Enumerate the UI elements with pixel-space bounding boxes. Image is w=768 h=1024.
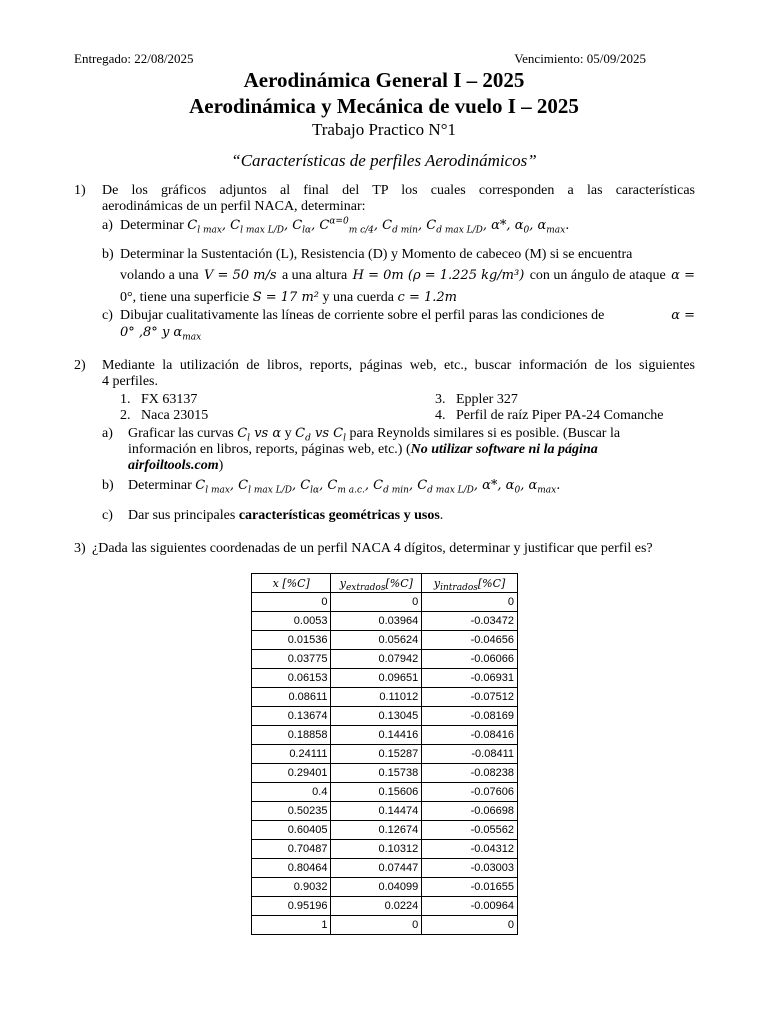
table-cell: 0.07942 xyxy=(331,650,422,669)
q2a-warning: No utilizar software ni la página xyxy=(410,442,598,457)
table-cell: -0.08416 xyxy=(422,726,518,745)
q1b-alpha: α = xyxy=(671,268,695,283)
q1b-velocity: V = 50 m/s xyxy=(203,268,277,283)
table-row xyxy=(252,612,518,631)
profile-name: FX 63137 xyxy=(141,392,198,407)
profile-number: 4. xyxy=(435,408,446,423)
table-cell: 0.08611 xyxy=(252,688,331,707)
q2b-item xyxy=(128,478,698,494)
table-row xyxy=(252,688,518,707)
profile-number: 3. xyxy=(435,392,446,407)
table-cell: -0.05562 xyxy=(422,821,518,840)
profile-item xyxy=(120,408,208,424)
due-date: Vencimiento: 05/09/2025 xyxy=(514,51,646,66)
profile-number: 2. xyxy=(120,408,131,423)
table-row xyxy=(252,916,518,935)
q1b-line2-text-a: volando a una xyxy=(120,268,199,283)
q1b-altitude: H = 0m (ρ = 1.225 kg/m³) xyxy=(352,268,525,283)
table-row xyxy=(252,859,518,878)
q2c-text-a: Dar sus principales xyxy=(128,508,239,523)
table-cell: -0.08411 xyxy=(422,745,518,764)
table-row xyxy=(252,593,518,612)
q1-number: 1) xyxy=(74,183,86,198)
coordinates-table xyxy=(251,573,518,935)
table-row xyxy=(252,840,518,859)
q2c-text-c: . xyxy=(439,508,444,523)
table-cell: 0 xyxy=(331,916,422,935)
q2-intro-line2: 4 perfiles. xyxy=(102,374,158,389)
q1c-angles: 0° ,8° y α xyxy=(120,325,183,340)
table-cell: -0.00964 xyxy=(422,897,518,916)
table-cell: -0.07606 xyxy=(422,783,518,802)
q2a-website: airfoiltools.com xyxy=(128,458,219,473)
q2a-text-c: para Reynolds similares si es posible. (Buscar la xyxy=(349,426,621,441)
q1b-line3-text-a: 0°, tiene una superficie xyxy=(120,290,250,305)
table-cell: 0.9032 xyxy=(252,878,331,897)
table-row xyxy=(252,878,518,897)
table-cell: 0.4 xyxy=(252,783,331,802)
q1-intro-line1: De los gráficos adjuntos al final del TP los cuales corresponden a las características xyxy=(102,183,695,198)
course-title-1: Aerodinámica General I – 2025 xyxy=(243,68,525,92)
header-y-intrados: $y_{intrados}[\%C]$ xyxy=(422,574,518,593)
assignment-topic: “Características de perfiles Aerodinámicos” xyxy=(231,151,537,170)
table-cell: 0.95196 xyxy=(252,897,331,916)
table-cell: 0.03775 xyxy=(252,650,331,669)
table-cell: 0.24111 xyxy=(252,745,331,764)
table-cell: 0.13045 xyxy=(331,707,422,726)
table-cell: -0.06698 xyxy=(422,802,518,821)
header-x-label: x [%C] xyxy=(272,576,310,590)
table-row xyxy=(252,745,518,764)
q1b-line1: Determinar la Sustentación (L), Resistencia (D) y Momento de cabeceo (M) si se encuentra xyxy=(120,247,633,262)
table-cell: 0.80464 xyxy=(252,859,331,878)
q2a-line3: airfoiltools.com) xyxy=(128,458,224,473)
q2a-text-a: Graficar las curvas xyxy=(128,426,234,441)
table-cell: -0.06931 xyxy=(422,669,518,688)
table-cell: 0.15738 xyxy=(331,764,422,783)
q1a-text: Determinar xyxy=(120,218,184,233)
table-cell: 0 xyxy=(331,593,422,612)
table-cell: 0 xyxy=(422,593,518,612)
table-cell: 0.06153 xyxy=(252,669,331,688)
profile-name: Perfil de raíz Piper PA-24 Comanche xyxy=(456,408,664,423)
header-y-extrados: $y_{extrados}[\%C]$ xyxy=(331,574,422,593)
q1b-chord: c = 1.2m xyxy=(397,290,457,305)
delivered-date: Entregado: 22/08/2025 xyxy=(74,51,194,66)
table-cell: 0.50235 xyxy=(252,802,331,821)
q1b-line3-text-b: y una cuerda xyxy=(322,290,395,305)
q1c-label: c) xyxy=(102,308,113,323)
q1a-item xyxy=(120,218,700,234)
q1b-label: b) xyxy=(102,247,114,262)
table-cell: 0.15606 xyxy=(331,783,422,802)
q2b-text: Determinar xyxy=(128,478,192,493)
q1a-label: a) xyxy=(102,218,113,233)
q3-number: 3) xyxy=(74,541,86,556)
table-cell: 0.12674 xyxy=(331,821,422,840)
q3-text: ¿Dada las siguientes coordenadas de un perfil NACA 4 dígitos, determinar y justificar que perfil es? xyxy=(92,541,653,556)
table-cell: 0.0224 xyxy=(331,897,422,916)
q2-number: 2) xyxy=(74,358,86,373)
q2a-label: a) xyxy=(102,426,113,441)
table-cell: 0.18858 xyxy=(252,726,331,745)
table-cell: 0.07447 xyxy=(331,859,422,878)
table-cell: 0.29401 xyxy=(252,764,331,783)
q1c-line2 xyxy=(120,325,700,341)
table-row xyxy=(252,783,518,802)
table-row xyxy=(252,897,518,916)
table-cell: 0 xyxy=(252,593,331,612)
table-cell: 0.60405 xyxy=(252,821,331,840)
q2a-curve1: $C_l$ vs α xyxy=(237,426,282,444)
q2b-label: b) xyxy=(102,478,114,493)
q2b-formula: $C_{l max}$, $C_{l max L/D}$, $C_{l\alpha}$, $C_{m a.c.}$, $C_{d min}$, $C_{d max L/D}$, α*, $\alpha_0$, $\alpha_{max}$. xyxy=(195,478,561,496)
course-title-2: Aerodinámica y Mecánica de vuelo I – 2025 xyxy=(189,94,579,118)
table-cell: -0.01655 xyxy=(422,878,518,897)
profile-item xyxy=(120,392,197,408)
table-cell: 0.01536 xyxy=(252,631,331,650)
q2a-line2-text: información en libros, reports, páginas web, etc.) ( xyxy=(128,442,411,457)
table-cell: -0.04312 xyxy=(422,840,518,859)
q1b-line2-text-b: a una altura xyxy=(281,268,348,283)
table-row xyxy=(252,631,518,650)
q1b-line2-text-c: con un ángulo de ataque xyxy=(529,268,666,283)
table-cell: 0.10312 xyxy=(331,840,422,859)
q2-intro-line1: Mediante la utilización de libros, reports, páginas web, etc., buscar información de los siguientes xyxy=(102,358,695,373)
table-cell: 0.0053 xyxy=(252,612,331,631)
table-cell: -0.06066 xyxy=(422,650,518,669)
q2a-text-b: y xyxy=(284,426,292,441)
header-x xyxy=(252,574,331,593)
table-cell: 0 xyxy=(422,916,518,935)
q1c-max-sub: max xyxy=(182,332,202,343)
table-cell: -0.08169 xyxy=(422,707,518,726)
q1b-surface: S = 17 m² xyxy=(252,290,319,305)
profile-number: 1. xyxy=(120,392,131,407)
table-cell: -0.04656 xyxy=(422,631,518,650)
profile-item xyxy=(435,392,518,408)
table-cell: 0.11012 xyxy=(331,688,422,707)
table-row xyxy=(252,764,518,783)
profile-name: Eppler 327 xyxy=(456,392,518,407)
q2a-curve2: $C_d$ vs $C_l$ xyxy=(295,426,346,444)
q1b-line2 xyxy=(120,268,695,284)
table-cell: 0.70487 xyxy=(252,840,331,859)
q2c-item xyxy=(128,508,698,524)
table-cell: 0.14416 xyxy=(331,726,422,745)
table-cell: 0.15287 xyxy=(331,745,422,764)
table-cell: -0.08238 xyxy=(422,764,518,783)
q1-intro-line2: aerodinámicas de un perfil NACA, determinar: xyxy=(102,199,366,214)
table-row xyxy=(252,802,518,821)
table-cell: -0.07512 xyxy=(422,688,518,707)
q2c-label: c) xyxy=(102,508,113,523)
table-row xyxy=(252,726,518,745)
table-row xyxy=(252,821,518,840)
q1c-line1 xyxy=(120,308,695,324)
q1a-formula: $C_{l max}$, $C_{l max L/D}$, $C_{l\alpha}$, $C^{\alpha=0}_{m c/4}$, $C_{d min}$, $C_{d max L/D}$, α*, $\alpha_0$, $\alpha_{max}$. xyxy=(187,216,570,236)
q2a-line1 xyxy=(128,426,698,442)
table-row xyxy=(252,650,518,669)
table-row xyxy=(252,669,518,688)
q2c-text-b: características geométricas y usos xyxy=(238,508,440,523)
table-cell: 0.14474 xyxy=(331,802,422,821)
table-cell: -0.03003 xyxy=(422,859,518,878)
table-row xyxy=(252,707,518,726)
profile-item xyxy=(435,408,664,424)
q1c-line1-text: Dibujar cualitativamente las líneas de corriente sobre el perfil paras las condiciones de xyxy=(120,308,605,323)
q2a-line2 xyxy=(128,442,698,458)
table-body xyxy=(252,593,518,935)
assignment-title: Trabajo Practico N°1 xyxy=(311,120,457,139)
table-header-row xyxy=(252,574,518,593)
table-cell: 0.05624 xyxy=(331,631,422,650)
table-cell: 0.13674 xyxy=(252,707,331,726)
table-cell: 0.04099 xyxy=(331,878,422,897)
table-cell: 0.03964 xyxy=(331,612,422,631)
table-cell: -0.03472 xyxy=(422,612,518,631)
table-cell: 1 xyxy=(252,916,331,935)
table-cell: 0.09651 xyxy=(331,669,422,688)
q1c-alpha: α = xyxy=(671,308,695,323)
q1b-line3 xyxy=(120,290,700,306)
profile-name: Naca 23015 xyxy=(141,408,209,423)
